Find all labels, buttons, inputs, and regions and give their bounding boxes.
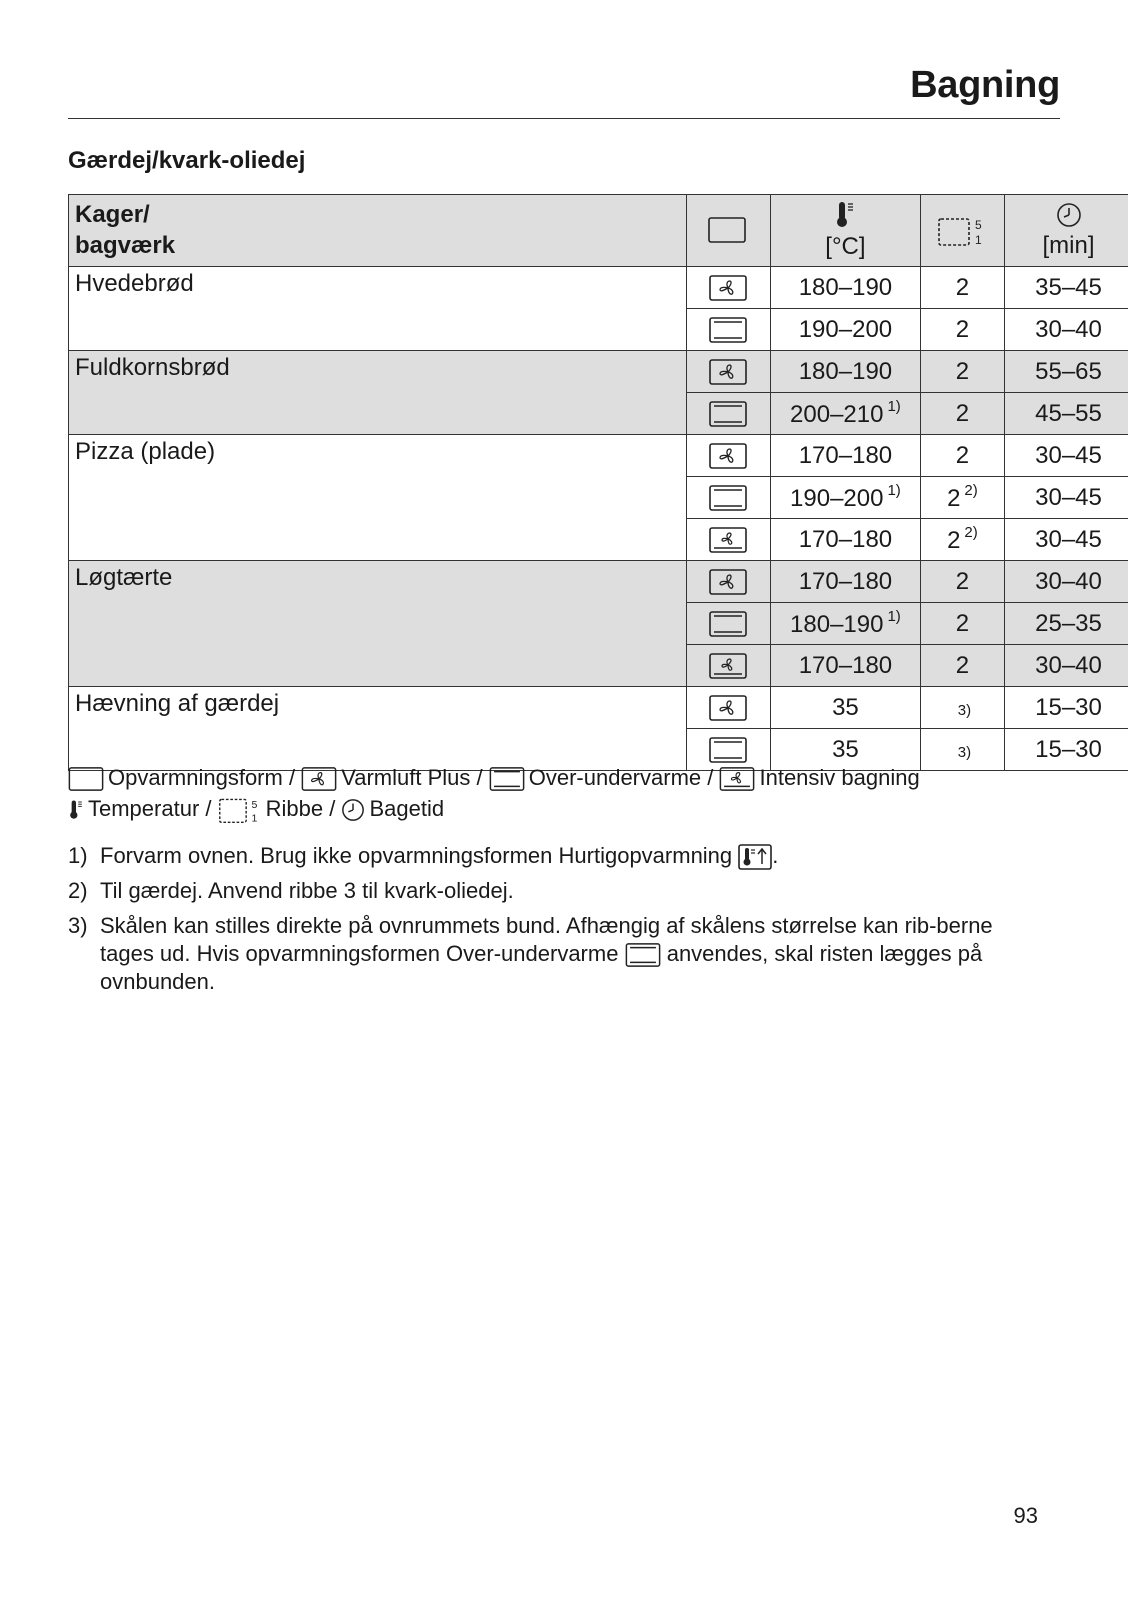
temperature-value: 180–190 <box>790 611 884 638</box>
temperature-cell <box>771 435 921 477</box>
time-value: 30–45 <box>1035 483 1102 511</box>
time-value: 55–65 <box>1035 357 1102 385</box>
mode-cell <box>686 267 770 309</box>
fan-icon <box>709 359 747 385</box>
mode-cell <box>686 687 770 729</box>
product-name-text: Hvedebrød <box>75 270 194 297</box>
temperature-value: 170–180 <box>798 651 893 679</box>
time-value: 15–30 <box>1035 693 1102 721</box>
temperature-cell <box>771 603 921 645</box>
mode-cell <box>686 519 770 561</box>
time-cell <box>1005 603 1128 645</box>
shelf-value: 2 <box>955 651 970 679</box>
temperature-cell <box>771 393 921 435</box>
temperature-value: 170–180 <box>798 525 893 553</box>
header-mode <box>686 195 770 267</box>
svg-text:5: 5 <box>251 799 257 812</box>
table-row <box>69 687 1128 729</box>
shelf-cell <box>920 351 1004 393</box>
rapid-heat-icon <box>738 844 772 870</box>
product-name-text: Løgtærte <box>75 564 173 591</box>
shelf-cell <box>920 477 1004 519</box>
header-item: Kager/ bagværk <box>69 195 687 267</box>
time-value: 45–55 <box>1035 399 1102 427</box>
temperature-value: 35 <box>832 693 859 721</box>
temperature-cell <box>771 351 921 393</box>
temperature-cell <box>771 309 921 351</box>
thermometer-icon <box>834 201 856 229</box>
time-cell <box>1005 393 1128 435</box>
header-shelf <box>920 195 1004 267</box>
table-row <box>69 435 1128 477</box>
mode-cell <box>686 561 770 603</box>
shelf-value: 2 <box>955 609 970 637</box>
shelf-cell <box>920 561 1004 603</box>
temperature-value: 170–180 <box>798 567 893 595</box>
heating-mode-icon <box>68 767 104 791</box>
top-bottom-heat-icon <box>709 485 747 511</box>
fan-icon <box>301 767 337 791</box>
time-value: 30–45 <box>1035 525 1102 553</box>
temperature-cell <box>771 561 921 603</box>
time-cell <box>1005 645 1128 687</box>
time-cell <box>1005 561 1128 603</box>
product-name-text: Hævning af gærdej <box>75 690 280 717</box>
product-name-text: Pizza (plade) <box>75 438 216 465</box>
product-name <box>69 687 687 771</box>
shelf-cell <box>920 687 1004 729</box>
mode-cell <box>686 393 770 435</box>
footnote-ref: 3) <box>957 743 972 761</box>
shelf-cell <box>920 729 1004 771</box>
header-temperature <box>771 195 921 267</box>
product-name <box>69 561 687 687</box>
fan-icon <box>709 569 747 595</box>
shelf-value: 2 <box>947 485 961 512</box>
shelf-cell <box>920 603 1004 645</box>
header-time <box>1005 195 1128 267</box>
product-name <box>69 435 687 561</box>
temperature-value: 190–200 <box>798 315 893 343</box>
time-value: 30–40 <box>1035 567 1102 595</box>
shelf-level-icon <box>937 214 987 248</box>
temperature-value: 180–190 <box>798 273 893 301</box>
table-row <box>69 351 1128 393</box>
time-value: 30–45 <box>1035 441 1102 469</box>
top-bottom-heat-icon <box>709 611 747 637</box>
top-bottom-heat-icon <box>489 767 525 791</box>
product-name-text: Fuldkornsbrød <box>75 354 230 381</box>
temperature-cell <box>771 519 921 561</box>
page-number: 93 <box>1013 1503 1038 1528</box>
shelf-cell <box>920 645 1004 687</box>
svg-text:5: 5 <box>975 217 983 232</box>
legend <box>68 762 920 825</box>
footnote-ref: 3) <box>957 701 972 719</box>
mode-cell <box>686 309 770 351</box>
table-header-row <box>69 195 1128 267</box>
time-cell <box>1005 351 1128 393</box>
shelf-cell <box>920 519 1004 561</box>
product-name <box>69 267 687 351</box>
fan-icon <box>709 275 747 301</box>
time-cell <box>1005 435 1128 477</box>
temperature-cell <box>771 477 921 519</box>
page-header <box>68 60 1060 119</box>
temperature-value: 180–190 <box>798 357 893 385</box>
mode-cell <box>686 645 770 687</box>
fan-icon <box>709 443 747 469</box>
mode-cell <box>686 603 770 645</box>
temperature-value: 200–210 <box>790 401 884 428</box>
footnotes <box>68 842 1028 1003</box>
clock-icon <box>1056 202 1082 228</box>
temperature-cell <box>771 267 921 309</box>
time-unit: [min] <box>1042 231 1095 259</box>
footnote-ref: 1) <box>887 608 901 625</box>
footnote-2: 2) Til gærdej. Anvend ribbe 3 til kvark-oliedej. <box>68 878 514 904</box>
shelf-level-icon <box>218 795 262 825</box>
shelf-cell <box>920 309 1004 351</box>
mode-cell <box>686 435 770 477</box>
footnote-3: 3) Skålen kan stilles direkte på ovnrummets bund. Afhængig af skålens størrelse kan rib-berne tages ud. Hvis opvarmningsformen Over-undervarme anvendes, skal risten lægges på ovnbunden. <box>68 913 993 995</box>
shelf-value: 2 <box>955 315 970 343</box>
table-row <box>69 561 1128 603</box>
heating-mode-icon <box>708 217 748 245</box>
temperature-value: 190–200 <box>790 485 884 512</box>
footnote-ref: 2) <box>964 482 978 499</box>
baking-table <box>68 194 1128 771</box>
intensive-bake-icon <box>719 767 755 791</box>
temperature-value: 35 <box>832 735 859 763</box>
svg-text:1: 1 <box>251 812 257 825</box>
time-value: 25–35 <box>1035 609 1102 637</box>
time-value: 30–40 <box>1035 651 1102 679</box>
clock-icon <box>341 798 365 822</box>
mode-cell <box>686 351 770 393</box>
temperature-cell <box>771 687 921 729</box>
page-title: Bagning <box>910 64 1060 106</box>
footnote-ref: 1) <box>887 482 901 499</box>
thermometer-icon <box>68 797 84 823</box>
section-title: Gærdej/kvark-oliedej <box>68 147 306 174</box>
time-cell <box>1005 267 1128 309</box>
top-bottom-heat-icon <box>709 317 747 343</box>
svg-text:1: 1 <box>975 232 983 247</box>
footnote-1: 1) Forvarm ovnen. Brug ikke opvarmningsformen Hurtigopvarmning . <box>68 842 1028 870</box>
temperature-cell <box>771 645 921 687</box>
shelf-value: 2 <box>955 273 970 301</box>
time-value: 30–40 <box>1035 315 1102 343</box>
intensive-bake-icon <box>709 527 747 553</box>
mode-cell <box>686 477 770 519</box>
fan-icon <box>709 695 747 721</box>
shelf-cell <box>920 393 1004 435</box>
temperature-unit: [°C] <box>825 232 866 260</box>
time-cell <box>1005 729 1128 771</box>
table-row <box>69 267 1128 309</box>
intensive-bake-icon <box>709 653 747 679</box>
top-bottom-heat-icon <box>709 737 747 763</box>
time-cell <box>1005 477 1128 519</box>
time-value: 15–30 <box>1035 735 1102 763</box>
top-bottom-heat-icon <box>709 401 747 427</box>
shelf-cell <box>920 267 1004 309</box>
product-name <box>69 351 687 435</box>
shelf-value: 2 <box>955 399 970 427</box>
shelf-value: 2 <box>955 357 970 385</box>
legend-line-1: Opvarmningsform / Varmluft Plus / Over-undervarme / Intensiv bagning <box>68 762 920 793</box>
time-cell <box>1005 309 1128 351</box>
footnote-ref: 1) <box>887 398 901 415</box>
time-value: 35–45 <box>1035 273 1102 301</box>
shelf-value: 2 <box>955 567 970 595</box>
legend-line-2: Temperatur / 5 1 Ribbe / Bagetid <box>68 793 920 825</box>
top-bottom-heat-icon <box>625 943 661 967</box>
time-cell <box>1005 519 1128 561</box>
shelf-value: 2 <box>947 527 961 554</box>
shelf-cell <box>920 435 1004 477</box>
shelf-value: 2 <box>955 441 970 469</box>
footnote-ref: 2) <box>964 524 978 541</box>
time-cell <box>1005 687 1128 729</box>
temperature-value: 170–180 <box>798 441 893 469</box>
